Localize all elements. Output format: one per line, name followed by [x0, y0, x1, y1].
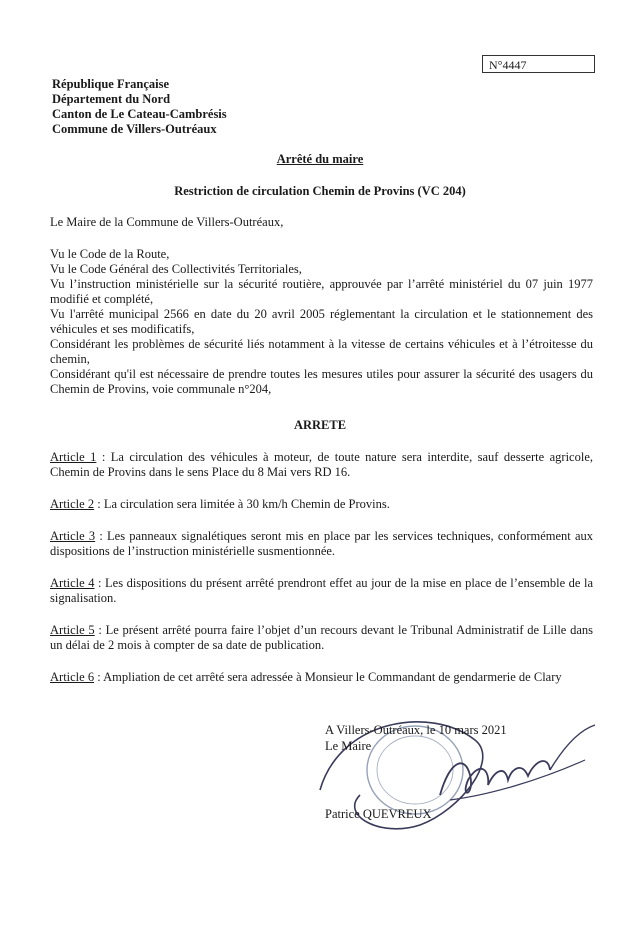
consideration-item: Vu le Code Général des Collectivités Territoriales, — [50, 262, 302, 276]
article-item — [50, 576, 593, 606]
consideration-item: Vu le Code de la Route, — [50, 247, 170, 261]
article-label: Article 1 — [50, 450, 97, 464]
article-text: : Les dispositions du présent arrêté prendront effet au jour de la mise en place de l’ensemble de la signalisation. — [50, 576, 593, 605]
article-item — [50, 497, 593, 512]
intro-paragraph: Le Maire de la Commune de Villers-Outréaux, — [50, 215, 284, 229]
header-department: Département du Nord — [52, 92, 171, 106]
header-republic: République Française — [52, 77, 170, 91]
article-item — [50, 670, 593, 685]
article-text: : Ampliation de cet arrêté sera adressée à Monsieur le Commandant de gendarmerie de Clary — [94, 670, 562, 684]
decree-heading: ARRETE — [293, 418, 347, 432]
article-item — [50, 450, 593, 480]
article-item — [50, 529, 593, 559]
article-text: : La circulation sera limitée à 30 km/h Chemin de Provins. — [94, 497, 390, 511]
signature-name: Patrice QUEVREUX — [325, 807, 432, 821]
article-text: : Les panneaux signalétiques seront mis en place par les services techniques, conformément aux dispositions de l’instruction ministérielle susmentionnée. — [50, 529, 593, 558]
header-canton: Canton de Le Cateau-Cambrésis — [52, 107, 227, 121]
article-text: : La circulation des véhicules à moteur, de toute nature sera interdite, sauf desserte agricole, Chemin de Provins dans le sens Place du 8 Mai vers RD 16. — [50, 450, 593, 479]
document-subtitle: Restriction de circulation Chemin de Provins (VC 204) — [174, 184, 466, 198]
articles-list — [50, 450, 593, 702]
article-label: Article 5 — [50, 623, 95, 637]
reference-number-box: N°4447 — [482, 55, 595, 73]
signature-place-date: A Villers-Outréaux, le 10 mars 2021 — [325, 723, 507, 737]
document-title: Arrêté du maire — [276, 152, 364, 166]
article-text: : Le présent arrêté pourra faire l’objet d’un recours devant le Tribunal Administratif de Lille dans un délai de 2 mois à compter de sa date de publication. — [50, 623, 593, 652]
article-label: Article 6 — [50, 670, 95, 684]
issuing-authority-header — [52, 77, 227, 137]
consideration-item: Vu l’instruction ministérielle sur la sécurité routière, approuvée par l’arrêté ministériel du 07 juin 1977 modifié et complété, — [50, 277, 593, 306]
consideration-item: Considérant les problèmes de sécurité liés notamment à la vitesse de certains véhicules et à l’étroitesse du chemin, — [50, 337, 593, 366]
consideration-item: Vu l'arrêté municipal 2566 en date du 20 avril 2005 réglementant la circulation et le stationnement des véhicules et ses modificatifs, — [50, 307, 593, 336]
article-label: Article 2 — [50, 497, 95, 511]
article-label: Article 3 — [50, 529, 96, 543]
signature-block — [325, 722, 507, 821]
signature-role: Le Maire — [325, 739, 372, 753]
considerations-list — [50, 247, 593, 397]
article-item — [50, 623, 593, 653]
article-label: Article 4 — [50, 576, 95, 590]
header-commune: Commune de Villers-Outréaux — [52, 122, 217, 136]
consideration-item: Considérant qu'il est nécessaire de prendre toutes les mesures utiles pour assurer la sécurité des usagers du Chemin de Provins, voie communale n°204, — [50, 367, 593, 396]
